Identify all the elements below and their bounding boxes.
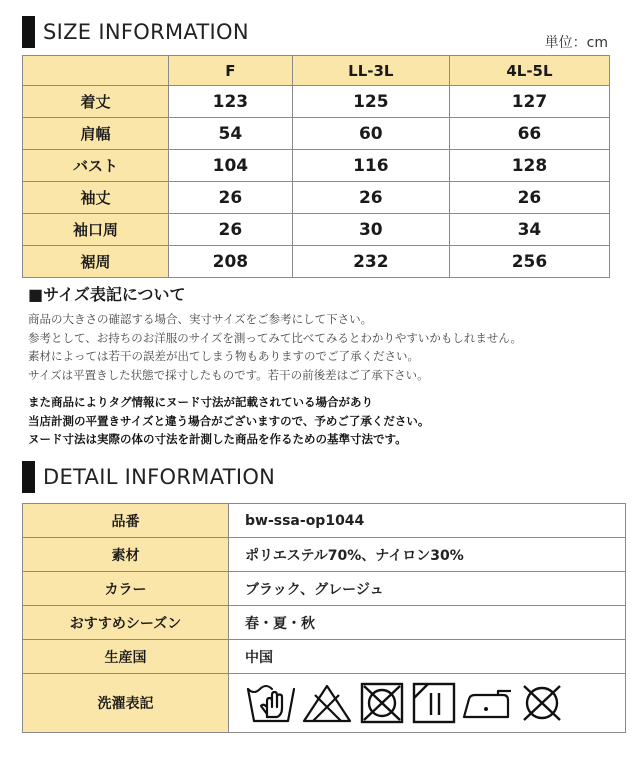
section-marker: [22, 461, 35, 493]
size-cell: 26: [292, 182, 449, 214]
size-cell: 127: [449, 86, 609, 118]
size-row-label: 着丈: [23, 86, 169, 118]
size-row-label: バスト: [23, 150, 169, 182]
size-cell: 256: [449, 246, 609, 278]
size-row-label: 肩幅: [23, 118, 169, 150]
size-section-title: SIZE INFORMATION: [43, 20, 249, 44]
detail-label: 洗濯表記: [23, 674, 229, 733]
care-symbols-cell: [229, 674, 626, 733]
table-row: [23, 86, 610, 118]
size-cell: 26: [169, 182, 293, 214]
size-row-label: 袖丈: [23, 182, 169, 214]
table-row: [23, 572, 626, 606]
do-not-dry-clean-icon: [519, 681, 565, 725]
hand-wash-icon: [245, 681, 297, 725]
size-section-header: [22, 16, 249, 48]
size-cell: 30: [292, 214, 449, 246]
size-row-label: 袖口周: [23, 214, 169, 246]
section-marker: [22, 16, 35, 48]
detail-section-title: DETAIL INFORMATION: [43, 465, 276, 489]
do-not-tumble-dry-icon: [357, 681, 407, 725]
table-row: [23, 674, 626, 733]
detail-label: おすすめシーズン: [23, 606, 229, 640]
size-cell: 208: [169, 246, 293, 278]
detail-table: [22, 503, 626, 733]
size-cell: 104: [169, 150, 293, 182]
table-row: [23, 182, 610, 214]
size-notes-title: ■サイズ表記について: [28, 285, 186, 304]
size-row-label: 裾周: [23, 246, 169, 278]
size-cell: 125: [292, 86, 449, 118]
detail-value: 中国: [229, 640, 626, 674]
drip-dry-in-shade-icon: [411, 681, 457, 725]
note-line: サイズは平置きした状態で採寸したものです。若干の前後差はご了承下さい。: [28, 367, 429, 382]
size-table-corner: [23, 56, 169, 86]
note-line-bold: ヌード寸法は実際の体の寸法を計測した商品を作るための基準寸法です。: [28, 432, 407, 446]
table-row: [23, 504, 626, 538]
detail-label: 生産国: [23, 640, 229, 674]
care-icons: [245, 681, 625, 725]
size-cell: 34: [449, 214, 609, 246]
table-row: [23, 606, 626, 640]
detail-value: bw-ssa-op1044: [229, 504, 626, 538]
detail-value: ポリエステル70%、ナイロン30%: [229, 538, 626, 572]
nude-size-notes: [28, 393, 429, 449]
size-col-header: 4L-5L: [449, 56, 609, 86]
note-line-bold: 当店計測の平置きサイズと違う場合がございますので、予めご了承ください。: [28, 413, 430, 428]
size-table-header-row: [23, 56, 610, 86]
size-col-header: LL-3L: [292, 56, 449, 86]
note-line: 参考として、お持ちのお洋服のサイズを測ってみて比べてみるとわかりやすいかもしれません。: [28, 330, 523, 345]
size-table: [22, 55, 610, 278]
detail-label: 素材: [23, 538, 229, 572]
size-cell: 116: [292, 150, 449, 182]
table-row: [23, 214, 610, 246]
table-row: [23, 118, 610, 150]
table-row: [23, 538, 626, 572]
iron-low-icon: [461, 681, 515, 725]
size-cell: 232: [292, 246, 449, 278]
size-cell: 60: [292, 118, 449, 150]
detail-label: カラー: [23, 572, 229, 606]
note-line-bold: また商品によりタグ情報にヌード寸法が記載されている場合があり: [28, 395, 373, 409]
do-not-bleach-icon: [301, 681, 353, 725]
detail-section-header: [22, 461, 275, 493]
table-row: [23, 246, 610, 278]
table-row: [23, 150, 610, 182]
size-notes: [28, 310, 522, 384]
size-cell: 123: [169, 86, 293, 118]
detail-value: ブラック、グレージュ: [229, 572, 626, 606]
detail-label: 品番: [23, 504, 229, 538]
size-cell: 66: [449, 118, 609, 150]
table-row: [23, 640, 626, 674]
size-cell: 54: [169, 118, 293, 150]
size-cell: 26: [449, 182, 609, 214]
note-line: 商品の大きさの確認する場合、実寸サイズをご参考にして下さい。: [28, 312, 373, 326]
size-col-header: F: [169, 56, 293, 86]
detail-value: 春・夏・秋: [229, 606, 626, 640]
size-cell: 26: [169, 214, 293, 246]
unit-label: 単位：cm: [544, 35, 608, 51]
note-line: 素材によっては若干の誤差が出てしまう物もありますのでご了承ください。: [28, 349, 419, 363]
size-cell: 128: [449, 150, 609, 182]
